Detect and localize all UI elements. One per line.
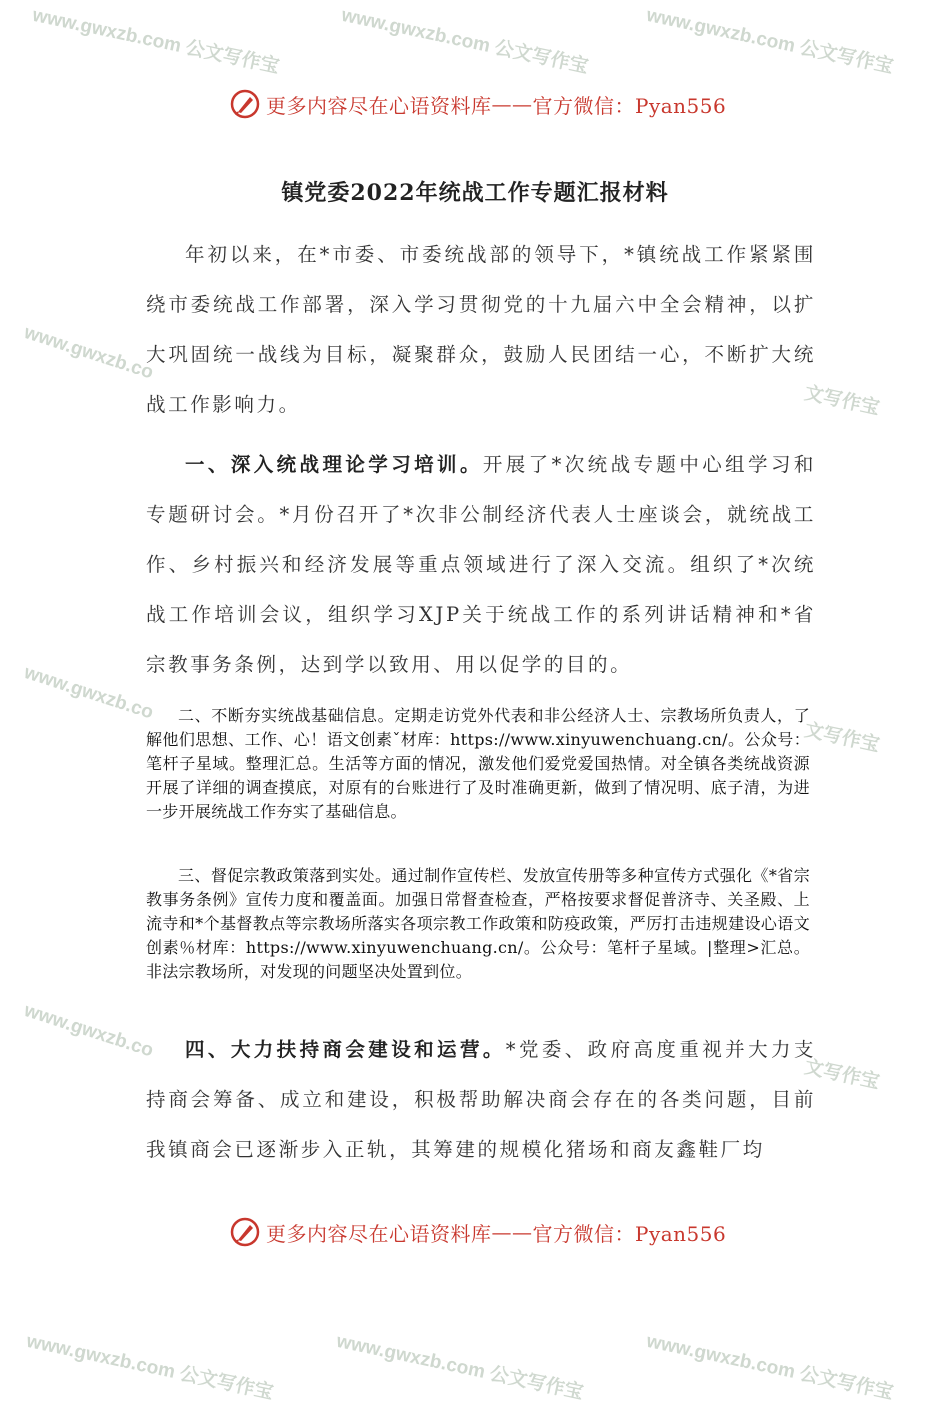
section-3 xyxy=(146,864,810,984)
watermark: 文写作宝 xyxy=(802,382,882,420)
banner-dash: —— xyxy=(491,92,533,116)
watermark: www.gwxzb.co xyxy=(21,662,156,724)
watermark: www.gwxzb.com 公文写作宝 xyxy=(334,1330,586,1404)
watermark: 文写作宝 xyxy=(802,1056,882,1094)
watermark: www.gwxzb.com 公文写作宝 xyxy=(30,4,282,78)
banner-wechat: 官方微信：Pyan556 xyxy=(532,1221,727,1246)
section-1-heading: 一、深入统战理论学习培训。 xyxy=(185,453,483,476)
section-1 xyxy=(146,440,816,690)
intro-paragraph xyxy=(146,230,816,430)
watermark: www.gwxzb.com 公文写作宝 xyxy=(644,4,896,78)
watermark: 文写作宝 xyxy=(802,719,882,757)
banner-main-text: 更多内容尽在心语资料库 xyxy=(266,93,492,118)
section-4-body: *党委、政府高度重视并大力支持商会筹备、成立和建设，积极帮助解决商会存在的各类问题，目前我镇商会已逐渐步入正轨，其筹建的规模化猪场和商友鑫鞋厂均 xyxy=(146,1038,816,1161)
document-title: 镇党委2022年统战工作专题汇报材料 xyxy=(281,180,669,206)
banner-dash: —— xyxy=(491,1220,533,1244)
quill-logo-icon xyxy=(230,1217,260,1247)
section-1-paragraph xyxy=(146,440,816,690)
section-4 xyxy=(146,1025,816,1175)
section-3-paragraph: 三、督促宗教政策落到实处。通过制作宣传栏、发放宣传册等多种宣传方式强化《*省宗教事务条例》宣传力度和覆盖面。加强日常督查检查，严格按要求督促普济寺、关圣殿、上流寺和*个基督教点等宗教场所落实各项宗教工作政策和防疫政策，严厉打击违规建设心语文创素％材库：https://www.xinyuwenchuang.cn/。公众号：笔杆子星域。|整理>汇总。非法宗教场所，对发现的问题坚决处置到位。 xyxy=(146,866,810,981)
intro-text: 年初以来，在*市委、市委统战部的领导下，*镇统战工作紧紧围绕市委统战工作部署，深入学习贯彻党的十九届六中全会精神，以扩大巩固统一战线为目标，凝聚群众，鼓励人民团结一心，不断扩大统战工作影响力。 xyxy=(146,243,816,416)
watermark: www.gwxzb.com 公文写作宝 xyxy=(339,4,591,78)
section-2 xyxy=(146,704,810,824)
section-4-heading: 四、大力扶持商会建设和运营。 xyxy=(185,1038,506,1061)
banner-main-text: 更多内容尽在心语资料库 xyxy=(266,1221,492,1246)
section-4-paragraph xyxy=(146,1025,816,1175)
bottom-banner xyxy=(230,1212,730,1252)
quill-logo-icon xyxy=(230,89,260,119)
watermark: www.gwxzb.co xyxy=(21,322,156,384)
banner-wechat: 官方微信：Pyan556 xyxy=(532,93,727,118)
watermark: www.gwxzb.com 公文写作宝 xyxy=(24,1330,276,1404)
top-banner xyxy=(230,84,730,124)
section-2-paragraph: 二、不断夯实统战基础信息。定期走访党外代表和非公经济人士、宗教场所负责人，了解他们思想、工作、心！语文创素ˇ材库：https://www.xinyuwenchuang.cn/。公众号：笔杆子星域。整理汇总。生活等方面的情况，激发他们爱党爱国热情。对全镇各类统战资源开展了详细的调查摸底，对原有的台账进行了及时准确更新，做到了情况明、底子清，为进一步开展统战工作夯实了基础信息。 xyxy=(146,706,810,821)
watermark: www.gwxzb.co xyxy=(21,1000,156,1062)
watermark: www.gwxzb.com 公文写作宝 xyxy=(644,1330,896,1404)
section-1-body: 开展了*次统战专题中心组学习和专题研讨会。*月份召开了*次非公制经济代表人士座谈会，就统战工作、乡村振兴和经济发展等重点领域进行了深入交流。组织了*次统战工作培训会议，组织学习XJP关于统战工作的系列讲话精神和*省宗教事务条例，达到学以致用、用以促学的目的。 xyxy=(146,453,816,676)
